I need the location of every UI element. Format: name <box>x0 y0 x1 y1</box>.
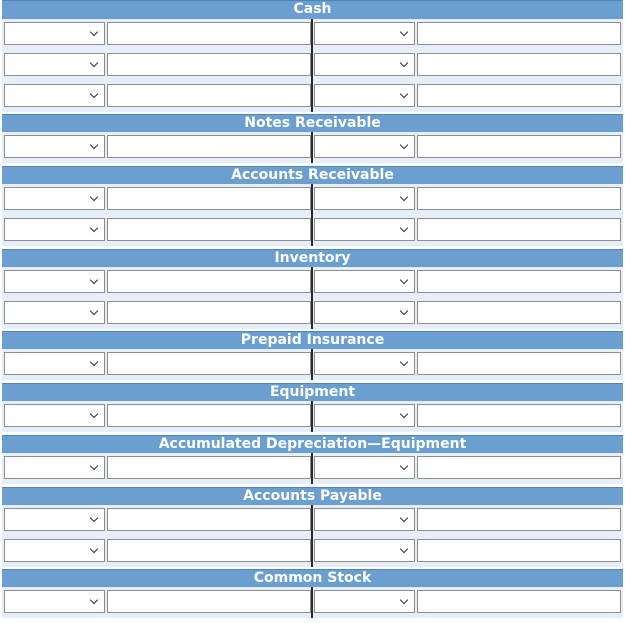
chevron-down-icon <box>90 90 98 98</box>
t-account-entry-row <box>2 505 623 536</box>
debit-account-select[interactable] <box>4 22 105 45</box>
credit-amount-input[interactable] <box>417 135 621 158</box>
chevron-down-icon <box>90 514 98 522</box>
account-title-accounts-receivable <box>2 166 623 184</box>
debit-amount-input[interactable] <box>107 539 311 562</box>
debit-amount-input[interactable] <box>107 456 311 479</box>
credit-amount-input[interactable] <box>417 590 621 613</box>
credit-account-select[interactable] <box>314 301 415 324</box>
credit-account-select[interactable] <box>314 53 415 76</box>
debit-amount-input[interactable] <box>107 301 311 324</box>
debit-account-select[interactable] <box>4 404 105 427</box>
chevron-down-icon <box>90 410 98 418</box>
chevron-down-icon <box>400 462 408 470</box>
account-title-label: Common Stock <box>253 570 372 586</box>
debit-amount-input[interactable] <box>107 404 311 427</box>
credit-account-select[interactable] <box>314 590 415 613</box>
chevron-down-icon <box>400 514 408 522</box>
credit-account-select[interactable] <box>314 135 415 158</box>
account-title-cash <box>2 0 623 19</box>
credit-account-select[interactable] <box>314 352 415 375</box>
t-account-entry-row <box>2 298 623 329</box>
chevron-down-icon <box>90 276 98 284</box>
debit-amount-input[interactable] <box>107 84 311 107</box>
credit-account-select[interactable] <box>314 270 415 293</box>
t-account-entry-row <box>2 215 623 246</box>
account-title-label: Inventory <box>274 250 351 266</box>
debit-amount-input[interactable] <box>107 187 311 210</box>
credit-amount-input[interactable] <box>417 508 621 531</box>
credit-amount-input[interactable] <box>417 456 621 479</box>
debit-account-select[interactable] <box>4 270 105 293</box>
debit-account-select[interactable] <box>4 84 105 107</box>
t-account-entry-row <box>2 184 623 215</box>
debit-amount-input[interactable] <box>107 352 311 375</box>
chevron-down-icon <box>400 193 408 201</box>
debit-account-select[interactable] <box>4 352 105 375</box>
debit-account-select[interactable] <box>4 456 105 479</box>
credit-account-select[interactable] <box>314 456 415 479</box>
account-title-accounts-payable <box>2 487 623 505</box>
credit-account-select[interactable] <box>314 84 415 107</box>
account-title-common-stock <box>2 569 623 587</box>
account-title-accumulated-depreciation-equipment <box>2 435 623 453</box>
debit-amount-input[interactable] <box>107 218 311 241</box>
chevron-down-icon <box>90 596 98 604</box>
credit-amount-input[interactable] <box>417 187 621 210</box>
t-account-entry-row <box>2 81 623 112</box>
chevron-down-icon <box>90 141 98 149</box>
debit-amount-input[interactable] <box>107 53 311 76</box>
t-account-entry-row <box>2 453 623 484</box>
chevron-down-icon <box>400 358 408 366</box>
t-account-entry-row <box>2 267 623 298</box>
account-title-label: Accounts Receivable <box>231 167 394 183</box>
credit-amount-input[interactable] <box>417 352 621 375</box>
credit-amount-input[interactable] <box>417 270 621 293</box>
chevron-down-icon <box>400 59 408 67</box>
account-title-equipment <box>2 383 623 401</box>
account-title-label: Equipment <box>269 384 356 400</box>
debit-amount-input[interactable] <box>107 508 311 531</box>
debit-account-select[interactable] <box>4 187 105 210</box>
debit-account-select[interactable] <box>4 590 105 613</box>
debit-account-select[interactable] <box>4 508 105 531</box>
credit-account-select[interactable] <box>314 218 415 241</box>
chevron-down-icon <box>400 410 408 418</box>
credit-amount-input[interactable] <box>417 22 621 45</box>
credit-amount-input[interactable] <box>417 404 621 427</box>
debit-amount-input[interactable] <box>107 270 311 293</box>
debit-account-select[interactable] <box>4 218 105 241</box>
credit-account-select[interactable] <box>314 187 415 210</box>
account-title-label: Cash <box>293 1 332 17</box>
chevron-down-icon <box>90 224 98 232</box>
debit-account-select[interactable] <box>4 53 105 76</box>
credit-amount-input[interactable] <box>417 218 621 241</box>
debit-account-select[interactable] <box>4 539 105 562</box>
chevron-down-icon <box>400 276 408 284</box>
chevron-down-icon <box>90 462 98 470</box>
debit-account-select[interactable] <box>4 135 105 158</box>
debit-amount-input[interactable] <box>107 590 311 613</box>
chevron-down-icon <box>90 193 98 201</box>
debit-amount-input[interactable] <box>107 22 311 45</box>
account-title-label: Accounts Payable <box>243 488 382 504</box>
chevron-down-icon <box>400 224 408 232</box>
chevron-down-icon <box>400 545 408 553</box>
credit-amount-input[interactable] <box>417 301 621 324</box>
account-title-prepaid-insurance <box>2 331 623 349</box>
credit-amount-input[interactable] <box>417 53 621 76</box>
account-title-label: Prepaid Insurance <box>240 332 385 348</box>
chevron-down-icon <box>90 59 98 67</box>
chevron-down-icon <box>400 90 408 98</box>
chevron-down-icon <box>400 596 408 604</box>
account-title-inventory <box>2 249 623 267</box>
t-account-entry-row <box>2 536 623 567</box>
t-account-entry-row <box>2 19 623 50</box>
chevron-down-icon <box>90 28 98 36</box>
debit-account-select[interactable] <box>4 301 105 324</box>
account-title-label: Accumulated Depreciation—Equipment <box>158 436 467 452</box>
debit-amount-input[interactable] <box>107 135 311 158</box>
credit-account-select[interactable] <box>314 22 415 45</box>
chevron-down-icon <box>400 141 408 149</box>
credit-account-select[interactable] <box>314 539 415 562</box>
t-account-entry-row <box>2 50 623 81</box>
t-account-entry-row <box>2 132 623 163</box>
credit-amount-input[interactable] <box>417 84 621 107</box>
chevron-down-icon <box>400 28 408 36</box>
account-title-notes-receivable <box>2 114 623 132</box>
credit-account-select[interactable] <box>314 404 415 427</box>
t-account-entry-row <box>2 401 623 432</box>
chevron-down-icon <box>90 307 98 315</box>
credit-amount-input[interactable] <box>417 539 621 562</box>
chevron-down-icon <box>90 545 98 553</box>
chevron-down-icon <box>400 307 408 315</box>
credit-account-select[interactable] <box>314 508 415 531</box>
t-account-entry-row <box>2 587 623 618</box>
chevron-down-icon <box>90 358 98 366</box>
t-account-entry-row <box>2 349 623 380</box>
account-title-label: Notes Receivable <box>244 115 381 131</box>
